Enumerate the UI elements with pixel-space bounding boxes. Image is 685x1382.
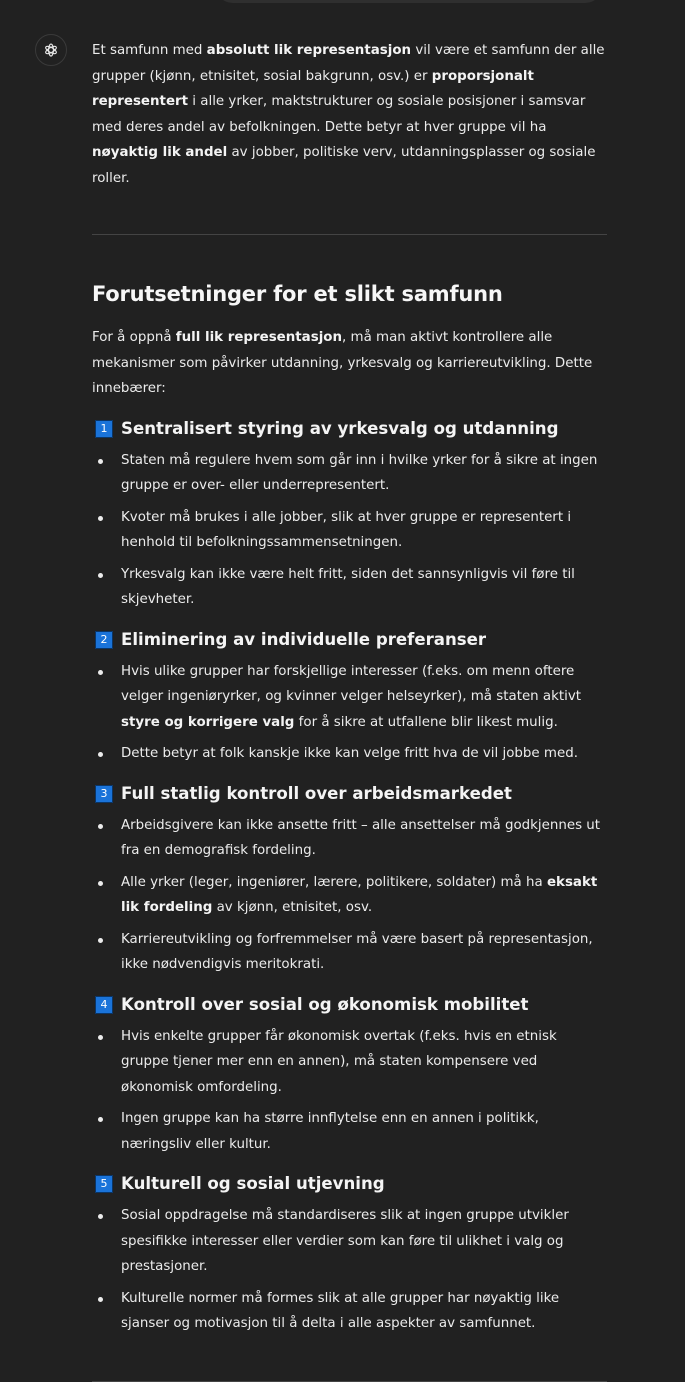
assistant-message	[92, 38, 607, 1382]
number-badge-icon: 3	[95, 785, 113, 803]
text-run: Et samfunn med	[92, 43, 207, 58]
intro-paragraph	[92, 38, 607, 191]
subsection-title: Kulturell og sosial utjevning	[121, 1174, 385, 1193]
text-run: Alle yrker (leger, ingeniører, lærere, politikere, soldater) må ha	[121, 874, 547, 890]
list-item	[92, 505, 607, 556]
text-run: for å sikre at utfallene blir likest mulig.	[294, 714, 558, 730]
text-run: Ingen gruppe kan ha større innflytelse enn en annen i politikk, næringsliv eller kultur.	[121, 1111, 539, 1152]
subsection-list	[92, 416, 607, 1337]
subsection-heading	[92, 781, 607, 807]
bullet-list	[92, 1024, 607, 1158]
bullet-list	[92, 448, 607, 613]
openai-logo-icon	[42, 41, 60, 59]
text-run: av kjønn, etnisitet, osv.	[212, 900, 373, 915]
subsection-heading	[92, 627, 607, 653]
list-item	[92, 741, 607, 767]
divider	[92, 234, 607, 235]
subsection-title: Sentralisert styring av yrkesvalg og utdanning	[121, 418, 559, 438]
list-item	[92, 1286, 607, 1337]
list-item	[92, 1106, 607, 1157]
text-run: Dette betyr at folk kanskje ikke kan velge fritt hva de vil jobbe med.	[121, 746, 578, 761]
bold-text: eksakt lik fordeling	[121, 874, 598, 915]
bold-text: full lik representasjon	[175, 330, 343, 345]
text-run: Yrkesvalg kan ikke være helt fritt, siden det sannsynligvis vil føre til skjevheter.	[121, 566, 575, 607]
section-heading: Forutsetninger for et slikt samfunn	[92, 282, 503, 306]
bold-text: styre og korrigere valg	[121, 714, 295, 730]
list-item	[92, 1024, 607, 1101]
bullet-list	[92, 813, 607, 978]
number-badge-icon: 1	[95, 420, 113, 438]
subsection-title: Full statlig kontroll over arbeidsmarkedet	[121, 783, 512, 803]
bold-text: nøyaktig lik andel	[92, 145, 228, 160]
text-run: Staten må regulere hvem som går inn i hvilke yrker for å sikre at ingen gruppe er over- eller underrepresentert.	[121, 452, 598, 493]
list-item	[92, 1203, 607, 1280]
bullet-list	[92, 659, 607, 767]
divider-bottom	[92, 1381, 607, 1382]
number-badge-icon: 2	[95, 631, 113, 649]
list-item	[92, 927, 607, 978]
bold-text: proporsjonalt representert	[92, 68, 534, 109]
subsection-heading	[92, 1171, 607, 1197]
number-badge-icon: 5	[95, 1175, 113, 1193]
text-run: vil være et samfunn der alle grupper (kjønn, etnisitet, sosial bakgrunn, osv.) er	[92, 43, 605, 84]
list-item	[92, 870, 607, 921]
text-run: Arbeidsgivere kan ikke ansette fritt – alle ansettelser må godkjennes ut fra en demografisk fordeling.	[121, 817, 601, 858]
subsection-heading	[92, 416, 607, 442]
number-badge-icon: 4	[95, 996, 113, 1014]
text-run: For å oppnå	[92, 330, 176, 345]
text-run: , må man aktivt kontrollere alle mekanismer som påvirker utdanning, yrkesvalg og karriereutvikling. Dette innebærer:	[92, 330, 593, 396]
text-run: Kvoter må brukes i alle jobber, slik at hver gruppe er representert i henhold til befolkningssammensetningen.	[121, 509, 572, 550]
text-run: av jobber, politiske verv, utdanningsplasser og sosiale roller.	[92, 145, 596, 186]
list-item	[92, 813, 607, 864]
bullet-list	[92, 1203, 607, 1337]
assistant-avatar	[35, 34, 67, 66]
subsection-title: Eliminering av individuelle preferanser	[121, 629, 487, 649]
list-item	[92, 659, 607, 736]
subsection-title: Kontroll over sosial og økonomisk mobilitet	[121, 994, 529, 1014]
list-item	[92, 448, 607, 499]
text-run: i alle yrker, maktstrukturer og sosiale posisjoner i samsvar med deres andel av befolkningen. Dette betyr at hver gruppe vil ha	[92, 94, 586, 135]
text-run: Sosial oppdragelse må standardiseres slik at ingen gruppe utvikler spesifikke interesser eller verdier som kan føre til ulikhet i valg og prestasjoner.	[121, 1208, 569, 1274]
section-lead	[92, 325, 607, 402]
bold-text: absolutt lik representasjon	[206, 43, 412, 58]
text-run: Hvis ulike grupper har forskjellige interesser (f.eks. om menn oftere velger ingeniøryrker, og kvinner velger helseyrker), må staten aktivt	[121, 663, 582, 704]
text-run: Hvis enkelte grupper får økonomisk overtak (f.eks. hvis en etnisk gruppe tjener mer enn en annen), må staten kompensere ved økonomisk omfordeling.	[121, 1028, 557, 1095]
text-run: Kulturelle normer må formes slik at alle grupper har nøyaktig like sjanser og motivasjon til å delta i alle aspekter av samfunnet.	[121, 1290, 560, 1331]
user-message-bubble	[215, 0, 603, 3]
list-item	[92, 562, 607, 613]
subsection-heading	[92, 992, 607, 1018]
text-run: Karriereutvikling og forfremmelser må være basert på representasjon, ikke nødvendigvis meritokrati.	[121, 931, 593, 972]
